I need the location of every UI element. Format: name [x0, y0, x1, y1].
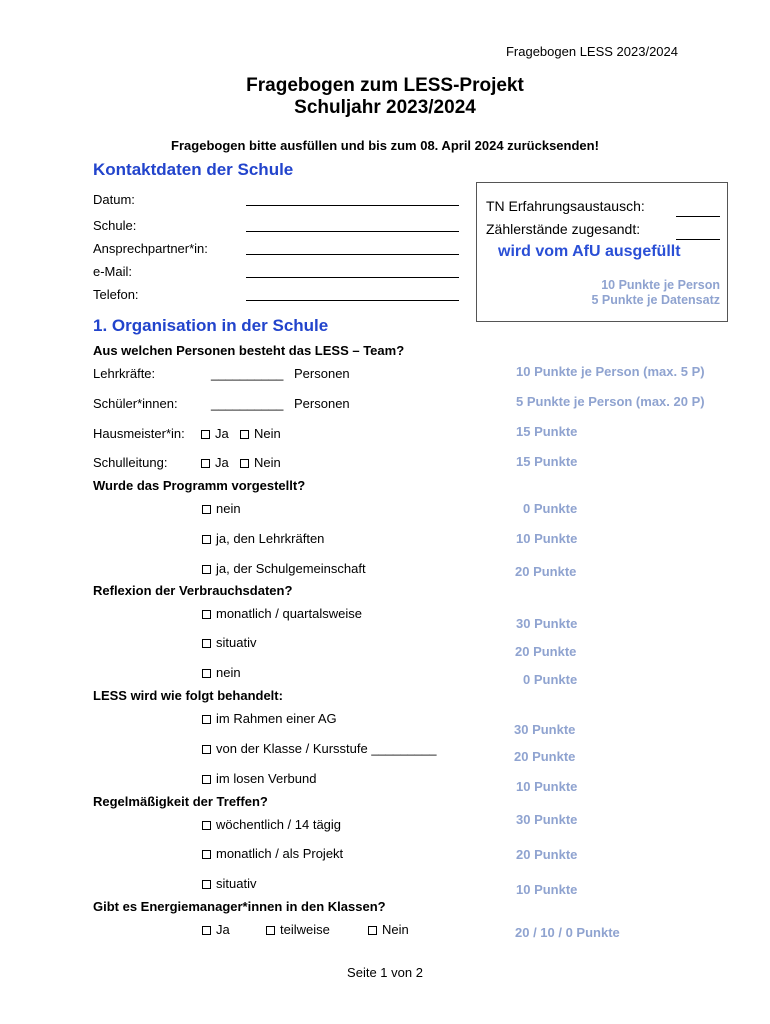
- checkbox-icon[interactable]: [201, 430, 210, 439]
- treffen-option[interactable]: wöchentlich / 14 tägig: [202, 817, 341, 832]
- programm-points: 10 Punkte: [516, 531, 578, 546]
- checkbox-icon[interactable]: [202, 610, 211, 619]
- reflexion-points: 30 Punkte: [516, 616, 578, 631]
- schueler-unit: Personen: [294, 396, 350, 411]
- programm-points: 20 Punkte: [515, 564, 577, 579]
- page-footer: Seite 1 von 2: [347, 965, 423, 980]
- energiemanager-question: Gibt es Energiemanager*innen in den Klassen?: [93, 899, 386, 914]
- reflexion-points: 0 Punkte: [523, 672, 578, 687]
- behandelt-points: 10 Punkte: [516, 779, 578, 794]
- schulleitung-points: 15 Punkte: [516, 454, 578, 469]
- reflexion-option[interactable]: monatlich / quartalsweise: [202, 606, 362, 621]
- programm-points: 0 Punkte: [523, 501, 578, 516]
- checkbox-icon[interactable]: [202, 880, 211, 889]
- organisation-heading: 1. Organisation in der Schule: [93, 316, 329, 335]
- afu-points-person: 10 Punkte je Person: [601, 278, 720, 292]
- treffen-points: 30 Punkte: [516, 812, 578, 827]
- energiemanager-points: 20 / 10 / 0 Punkte: [515, 925, 620, 940]
- behandelt-option[interactable]: von der Klasse / Kursstufe _________: [202, 741, 436, 756]
- checkbox-icon[interactable]: [240, 430, 249, 439]
- reflexion-option[interactable]: situativ: [202, 635, 256, 650]
- lehrkraefte-blank[interactable]: __________: [211, 366, 284, 381]
- behandelt-points: 30 Punkte: [514, 722, 576, 737]
- checkbox-icon[interactable]: [202, 639, 211, 648]
- programm-option[interactable]: ja, der Schulgemeinschaft: [202, 561, 366, 576]
- checkbox-icon[interactable]: [202, 745, 211, 754]
- treffen-points: 20 Punkte: [516, 847, 578, 862]
- schulleitung-label: Schulleitung:: [93, 455, 168, 470]
- reflexion-points: 20 Punkte: [515, 644, 577, 659]
- schueler-label: Schüler*innen:: [93, 396, 178, 411]
- reflexion-option[interactable]: nein: [202, 665, 241, 680]
- treffen-option[interactable]: situativ: [202, 876, 256, 891]
- programm-question: Wurde das Programm vorgestellt?: [93, 478, 306, 493]
- treffen-points: 10 Punkte: [516, 882, 578, 897]
- hausmeister-no[interactable]: Nein: [240, 426, 281, 441]
- contact-heading: Kontaktdaten der Schule: [93, 160, 294, 179]
- field-line-telefon[interactable]: [246, 300, 459, 301]
- tn-label: TN Erfahrungsaustausch:: [486, 198, 645, 214]
- checkbox-icon[interactable]: [202, 775, 211, 784]
- checkbox-icon[interactable]: [201, 459, 210, 468]
- field-line-email[interactable]: [246, 277, 459, 278]
- header-doc-ref: Fragebogen LESS 2023/2024: [505, 44, 678, 59]
- team-question: Aus welchen Personen besteht das LESS – Team?: [93, 343, 405, 358]
- zaehler-line[interactable]: [676, 239, 720, 240]
- hausmeister-yes[interactable]: Ja: [201, 426, 229, 441]
- energiemanager-option[interactable]: teilweise: [266, 922, 330, 937]
- checkbox-icon[interactable]: [202, 669, 211, 678]
- field-label-datum: Datum:: [93, 192, 135, 207]
- behandelt-option[interactable]: im Rahmen einer AG: [202, 711, 337, 726]
- field-label-telefon: Telefon:: [93, 287, 139, 302]
- checkbox-icon[interactable]: [202, 505, 211, 514]
- programm-option[interactable]: nein: [202, 501, 241, 516]
- hausmeister-points: 15 Punkte: [516, 424, 578, 439]
- tn-line[interactable]: [676, 216, 720, 217]
- behandelt-points: 20 Punkte: [514, 749, 576, 764]
- lehrkraefte-label: Lehrkräfte:: [93, 366, 156, 381]
- field-label-ansprechpartner: Ansprechpartner*in:: [93, 241, 208, 256]
- checkbox-icon[interactable]: [266, 926, 275, 935]
- schueler-blank[interactable]: __________: [211, 396, 284, 411]
- checkbox-icon[interactable]: [368, 926, 377, 935]
- checkbox-icon[interactable]: [202, 850, 211, 859]
- field-line-ansprechpartner[interactable]: [246, 254, 459, 255]
- zaehler-label: Zählerstände zugesandt:: [486, 221, 641, 237]
- field-label-email: e-Mail:: [93, 264, 133, 279]
- checkbox-icon[interactable]: [202, 715, 211, 724]
- behandelt-question: LESS wird wie folgt behandelt:: [93, 688, 283, 703]
- schulleitung-yes[interactable]: Ja: [201, 455, 229, 470]
- energiemanager-option[interactable]: Nein: [368, 922, 409, 937]
- schueler-points: 5 Punkte je Person (max. 20 P): [516, 394, 705, 409]
- behandelt-option[interactable]: im losen Verbund: [202, 771, 316, 786]
- field-line-schule[interactable]: [246, 231, 459, 232]
- checkbox-icon[interactable]: [202, 926, 211, 935]
- lehrkraefte-points: 10 Punkte je Person (max. 5 P): [516, 364, 705, 379]
- schulleitung-no[interactable]: Nein: [240, 455, 281, 470]
- checkbox-icon[interactable]: [240, 459, 249, 468]
- checkbox-icon[interactable]: [202, 821, 211, 830]
- lehrkraefte-unit: Personen: [294, 366, 350, 381]
- treffen-option[interactable]: monatlich / als Projekt: [202, 846, 343, 861]
- instruction-text: Fragebogen bitte ausfüllen und bis zum 08. April 2024 zurücksenden!: [171, 138, 599, 153]
- reflexion-question: Reflexion der Verbrauchsdaten?: [93, 583, 293, 598]
- treffen-question: Regelmäßigkeit der Treffen?: [93, 794, 268, 809]
- energiemanager-option[interactable]: Ja: [202, 922, 230, 937]
- field-line-datum[interactable]: [246, 205, 459, 206]
- afu-filled-note: wird vom AfU ausgefüllt: [498, 243, 681, 260]
- page-subtitle: Schuljahr 2023/2024: [294, 97, 476, 118]
- checkbox-icon[interactable]: [202, 565, 211, 574]
- checkbox-icon[interactable]: [202, 535, 211, 544]
- field-label-schule: Schule:: [93, 218, 137, 233]
- afu-points-datensatz: 5 Punkte je Datensatz: [591, 293, 720, 307]
- page-title: Fragebogen zum LESS-Projekt: [246, 75, 524, 96]
- hausmeister-label: Hausmeister*in:: [93, 426, 185, 441]
- programm-option[interactable]: ja, den Lehrkräften: [202, 531, 324, 546]
